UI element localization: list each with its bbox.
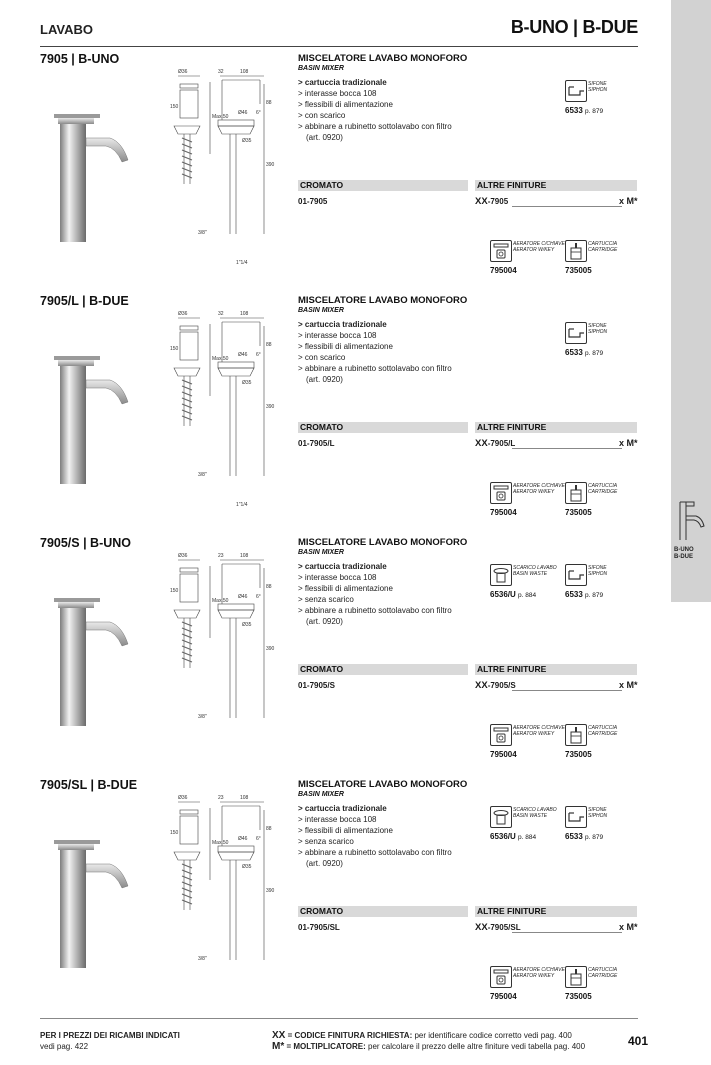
dim-label: 88 [266, 342, 272, 348]
dim-label: 3/8" [198, 472, 207, 478]
code-underline [512, 448, 622, 449]
accessory-code: 795004 [490, 750, 517, 759]
code-underline [512, 932, 622, 933]
dim-label: 6° [256, 836, 261, 842]
product-code-title: 7905/SL | B-DUE [40, 778, 138, 792]
accessory-label-it: SIFONE [588, 323, 607, 329]
feature-item: > flessibili di alimentazione [298, 826, 393, 835]
product-section [40, 50, 638, 286]
feature-list [298, 803, 488, 869]
feature-item: > interasse bocca 108 [298, 331, 377, 340]
accessory-label [513, 241, 565, 253]
product-title: MISCELATORE LAVABO MONOFORO [298, 295, 468, 306]
accessory-label [513, 967, 565, 979]
finish-code: 01-7905 [298, 197, 328, 206]
feature-item: > con scarico [298, 353, 346, 362]
feature-item: (art. 0920) [306, 617, 343, 626]
dim-label: 390 [266, 162, 275, 168]
finish-prefix: XX [475, 680, 488, 691]
faucet-silhouette-icon [672, 494, 708, 544]
side-tab-line-1: B-UNO [674, 547, 694, 553]
dim-label: 6° [256, 110, 261, 116]
accessory-code: 735005 [565, 750, 592, 759]
code-underline [512, 690, 622, 691]
accessory-label-it: SIFONE [588, 81, 607, 87]
cartridge-icon [565, 482, 587, 504]
alt-finish-bar: ALTRE FINITURE [475, 906, 637, 917]
footer-xx-line [272, 1030, 585, 1041]
dim-label: 88 [266, 100, 272, 106]
accessory-label-it: AERATORE C/CHIAVE [513, 967, 565, 973]
alt-finish-bar: ALTRE FINITURE [475, 180, 637, 191]
siphon-icon [565, 806, 587, 828]
side-tab-line-2: B-DUE [674, 554, 693, 560]
dim-label: 108 [240, 311, 249, 317]
feature-item: > con scarico [298, 111, 346, 120]
accessory-code [565, 590, 603, 599]
page-number: 401 [628, 1034, 649, 1048]
dim-label: Max.50 [212, 598, 229, 604]
dim-label: 150 [170, 588, 179, 594]
accessory-code [565, 106, 603, 115]
finish-code: 01-7905/S [298, 681, 335, 690]
finish-code: 01-7905/SL [298, 923, 340, 932]
accessory-page-ref: p. 884 [518, 834, 537, 841]
accessory-page-ref: p. 879 [585, 834, 604, 841]
footer-left-page: vedi pag. 422 [40, 1042, 89, 1051]
accessory-label [588, 565, 607, 577]
dim-label: 108 [240, 69, 249, 75]
basin-waste-icon [490, 806, 512, 828]
accessory-label [588, 81, 607, 93]
code-underline [512, 206, 622, 207]
finish-bar: CROMATO [298, 422, 468, 433]
footer-spare-parts-note [40, 1030, 180, 1052]
cartridge-icon [565, 724, 587, 746]
accessory-label [588, 241, 617, 253]
feature-item: > cartuccia tradizionale [298, 562, 387, 571]
alt-code-suffix: -7905/SL [487, 923, 521, 932]
multiplier: x M* [619, 438, 638, 448]
feature-item: > abbinare a rubinetto sottolavabo con filtro [298, 606, 452, 615]
accessory-code: 795004 [490, 266, 517, 275]
accessory-label-it: SIFONE [588, 807, 607, 813]
feature-list [298, 561, 488, 627]
multiplier: x M* [619, 196, 638, 206]
accessory-label-en: CARTRIDGE [588, 973, 618, 979]
feature-item: > interasse bocca 108 [298, 89, 377, 98]
dim-label: Ø35 [242, 380, 252, 386]
accessory-label [588, 967, 617, 979]
product-code-title: 7905 | B-UNO [40, 52, 120, 66]
feature-item: > cartuccia tradizionale [298, 320, 387, 329]
dim-label: Max.50 [212, 114, 229, 120]
accessory-code-value: 6533 [565, 832, 583, 841]
technical-drawing [160, 69, 290, 274]
accessory-code: 795004 [490, 508, 517, 517]
dim-label: 3/8" [198, 714, 207, 720]
dim-label: Ø46 [238, 594, 248, 600]
footer-divider [40, 1018, 638, 1019]
accessory-code-value: 6536/U [490, 590, 516, 599]
dim-label: Ø35 [242, 864, 252, 870]
accessory-page-ref: p. 884 [518, 592, 537, 599]
accessory-code-value: 6533 [565, 106, 583, 115]
accessory-label-en: AERATOR W/KEY [513, 489, 555, 495]
accessory-label-en: AERATOR W/KEY [513, 973, 555, 979]
feature-item: > flessibili di alimentazione [298, 100, 393, 109]
accessory-label-en: AERATOR W/KEY [513, 247, 555, 253]
product-subtitle: BASIN MIXER [298, 65, 344, 72]
siphon-icon [565, 322, 587, 344]
accessory-code: 735005 [565, 992, 592, 1001]
dim-label: 23 [218, 553, 224, 559]
aerator-icon [490, 482, 512, 504]
accessory-code [565, 832, 603, 841]
product-code-title: 7905/L | B-DUE [40, 294, 129, 308]
feature-item: (art. 0920) [306, 859, 343, 868]
alt-finish-bar: ALTRE FINITURE [475, 422, 637, 433]
accessory-label-it: CARTUCCIA [588, 725, 618, 731]
accessory-label [588, 483, 617, 495]
header-series: B-UNO | B-DUE [510, 17, 638, 37]
cartridge-icon [565, 240, 587, 262]
accessory-label [513, 725, 565, 737]
accessory-label-en: AERATOR W/KEY [513, 731, 555, 737]
accessory-label [513, 483, 565, 495]
accessory-label [588, 323, 607, 335]
dim-label: 1"1/4 [236, 502, 248, 508]
finish-bar: CROMATO [298, 180, 468, 191]
dim-label: Ø35 [242, 622, 252, 628]
technical-drawing [160, 311, 290, 516]
dim-label: 390 [266, 646, 275, 652]
feature-item: > abbinare a rubinetto sottolavabo con filtro [298, 364, 452, 373]
accessory-code-value: 6533 [565, 348, 583, 357]
feature-item: > senza scarico [298, 595, 354, 604]
feature-item: > interasse bocca 108 [298, 815, 377, 824]
accessory-page-ref: p. 879 [585, 592, 604, 599]
alt-finish-code [475, 680, 516, 691]
alt-code-suffix: -7905/S [487, 681, 516, 690]
header-category: LAVABO [40, 22, 93, 37]
dim-label: Ø46 [238, 836, 248, 842]
product-subtitle: BASIN MIXER [298, 549, 344, 556]
product-section [40, 534, 638, 770]
accessory-label-en: CARTRIDGE [588, 247, 618, 253]
feature-item: (art. 0920) [306, 133, 343, 142]
accessory-label-it: SCARICO LAVABO [513, 565, 557, 571]
finish-bar: CROMATO [298, 664, 468, 675]
aerator-icon [490, 240, 512, 262]
accessory-label-en: SIPHON [588, 571, 608, 577]
basin-waste-icon [490, 564, 512, 586]
accessory-label [588, 725, 617, 737]
accessory-label-en: SIPHON [588, 87, 608, 93]
faucet-photo [40, 560, 160, 756]
faucet-photo [40, 802, 160, 998]
finish-prefix: XX [475, 438, 488, 449]
product-title: MISCELATORE LAVABO MONOFORO [298, 537, 468, 548]
dim-label: Ø46 [238, 352, 248, 358]
multiplier: x M* [619, 680, 638, 690]
feature-item: > cartuccia tradizionale [298, 78, 387, 87]
footer-m-bold: = MOLTIPLICATORE: [284, 1042, 366, 1051]
footer-m-line [272, 1041, 585, 1052]
footer-legend [272, 1030, 585, 1052]
dim-label: 150 [170, 104, 179, 110]
technical-drawing [160, 795, 290, 1000]
finish-code: 01-7905/L [298, 439, 335, 448]
accessory-label-it: AERATORE C/CHIAVE [513, 483, 565, 489]
finish-prefix: XX [475, 922, 488, 933]
accessory-code [490, 832, 536, 841]
feature-item: > abbinare a rubinetto sottolavabo con filtro [298, 122, 452, 131]
accessory-label-en: BASIN WASTE [513, 813, 548, 819]
accessory-label-it: CARTUCCIA [588, 967, 618, 973]
dim-label: 32 [218, 69, 224, 75]
footer-m-text: per calcolare il prezzo delle altre finiture vedi tabella pag. 400 [365, 1042, 586, 1051]
accessory-label-en: BASIN WASTE [513, 571, 548, 577]
accessory-label-it: AERATORE C/CHIAVE [513, 241, 565, 247]
accessory-label [513, 807, 557, 819]
technical-drawing [160, 553, 290, 758]
accessory-label-en: CARTRIDGE [588, 731, 618, 737]
accessory-label-en: CARTRIDGE [588, 489, 618, 495]
alt-code-suffix: -7905/L [487, 439, 516, 448]
footer-m-key: M* [272, 1041, 285, 1052]
feature-item: > interasse bocca 108 [298, 573, 377, 582]
feature-item: (art. 0920) [306, 375, 343, 384]
accessory-label [513, 565, 557, 577]
dim-label: Ø36 [178, 795, 188, 801]
dim-label: Ø46 [238, 110, 248, 116]
accessory-code-value: 6533 [565, 590, 583, 599]
alt-code-suffix: -7905 [487, 197, 509, 206]
feature-item: > senza scarico [298, 837, 354, 846]
accessory-label-it: SCARICO LAVABO [513, 807, 557, 813]
dim-label: 108 [240, 553, 249, 559]
accessory-label-it: AERATORE C/CHIAVE [513, 725, 565, 731]
dim-label: 3/8" [198, 230, 207, 236]
product-title: MISCELATORE LAVABO MONOFORO [298, 779, 468, 790]
multiplier: x M* [619, 922, 638, 932]
footer-xx-key: XX [272, 1030, 286, 1041]
dim-label: 390 [266, 888, 275, 894]
dim-label: 23 [218, 795, 224, 801]
dim-label: 6° [256, 594, 261, 600]
accessory-label-it: SIFONE [588, 565, 607, 571]
product-subtitle: BASIN MIXER [298, 307, 344, 314]
dim-label: 150 [170, 830, 179, 836]
dim-label: Ø36 [178, 553, 188, 559]
dim-label: 3/8" [198, 956, 207, 962]
feature-item: > flessibili di alimentazione [298, 342, 393, 351]
dim-label: Max.50 [212, 356, 229, 362]
accessory-code: 795004 [490, 992, 517, 1001]
product-section [40, 292, 638, 528]
cartridge-icon [565, 966, 587, 988]
finish-bar: CROMATO [298, 906, 468, 917]
product-section [40, 776, 638, 1012]
accessory-code-value: 6536/U [490, 832, 516, 841]
footer-left-bold: PER I PREZZI DEI RICAMBI INDICATI [40, 1031, 180, 1040]
accessory-label-it: CARTUCCIA [588, 483, 618, 489]
side-tab-label [674, 547, 694, 561]
accessory-code: 735005 [565, 266, 592, 275]
faucet-photo [40, 76, 160, 272]
accessory-code: 735005 [565, 508, 592, 517]
alt-finish-code [475, 438, 515, 449]
dim-label: Max.50 [212, 840, 229, 846]
siphon-icon [565, 564, 587, 586]
dim-label: 6° [256, 352, 261, 358]
feature-item: > flessibili di alimentazione [298, 584, 393, 593]
product-code-title: 7905/S | B-UNO [40, 536, 132, 550]
product-subtitle: BASIN MIXER [298, 791, 344, 798]
aerator-icon [490, 966, 512, 988]
accessory-label-en: SIPHON [588, 329, 608, 335]
faucet-photo [40, 318, 160, 514]
accessory-label [588, 807, 607, 819]
dim-label: 390 [266, 404, 275, 410]
finish-prefix: XX [475, 196, 488, 207]
accessory-code [490, 590, 536, 599]
accessory-label-en: SIPHON [588, 813, 608, 819]
dim-label: 32 [218, 311, 224, 317]
aerator-icon [490, 724, 512, 746]
accessory-label-it: CARTUCCIA [588, 241, 618, 247]
dim-label: 1"1/4 [236, 260, 248, 266]
footer-xx-bold: = CODICE FINITURA RICHIESTA: [285, 1031, 413, 1040]
dim-label: Ø36 [178, 311, 188, 317]
dim-label: Ø36 [178, 69, 188, 75]
alt-finish-bar: ALTRE FINITURE [475, 664, 637, 675]
feature-list [298, 319, 488, 385]
product-title: MISCELATORE LAVABO MONOFORO [298, 53, 468, 64]
alt-finish-code [475, 196, 508, 207]
feature-item: > cartuccia tradizionale [298, 804, 387, 813]
dim-label: 88 [266, 826, 272, 832]
dim-label: 150 [170, 346, 179, 352]
header-divider [40, 46, 638, 47]
dim-label: 88 [266, 584, 272, 590]
feature-item: > abbinare a rubinetto sottolavabo con filtro [298, 848, 452, 857]
feature-list [298, 77, 488, 143]
siphon-icon [565, 80, 587, 102]
accessory-page-ref: p. 879 [585, 108, 604, 115]
accessory-page-ref: p. 879 [585, 350, 604, 357]
dim-label: 108 [240, 795, 249, 801]
dim-label: Ø35 [242, 138, 252, 144]
accessory-code [565, 348, 603, 357]
footer-xx-text: per identificare codice corretto vedi pag. 400 [412, 1031, 572, 1040]
